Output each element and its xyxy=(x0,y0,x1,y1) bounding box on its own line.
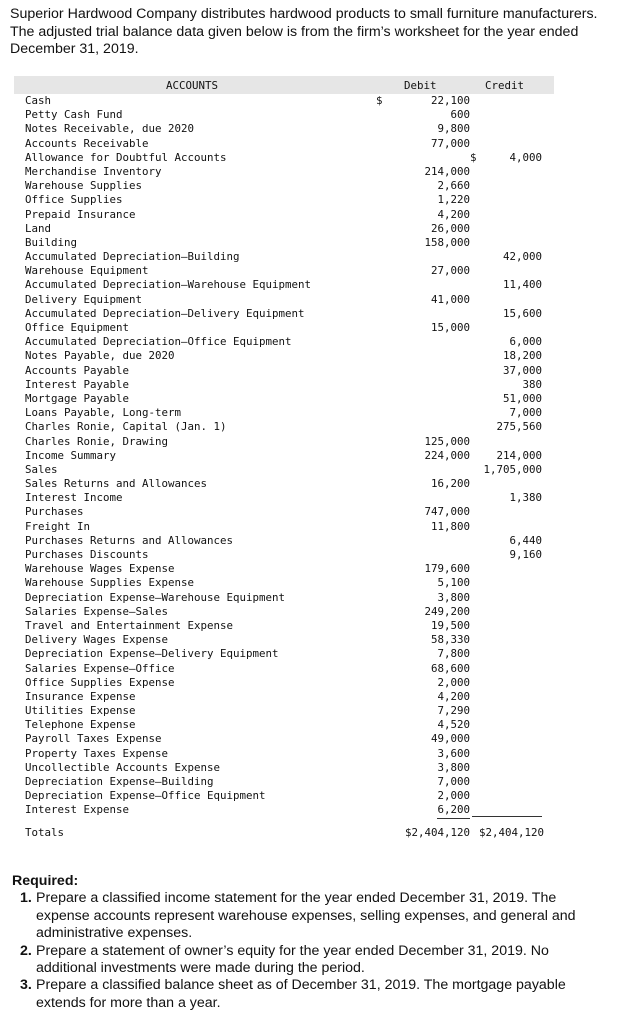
account-name: Interest Expense xyxy=(25,803,130,817)
table-row xyxy=(14,222,554,236)
table-row xyxy=(14,704,554,718)
account-name: Prepaid Insurance xyxy=(25,207,136,221)
account-name: Warehouse Supplies xyxy=(25,179,143,193)
account-name: Property Taxes Expense xyxy=(25,746,169,760)
debit-amount: 5,100 xyxy=(437,576,470,590)
table-row xyxy=(14,747,554,761)
account-name: Warehouse Supplies Expense xyxy=(25,576,195,590)
table-row xyxy=(14,662,554,676)
credit-column-header: Credit xyxy=(485,79,525,92)
account-name: Office Supplies Expense xyxy=(25,675,175,689)
account-name: Telephone Expense xyxy=(25,718,136,732)
debit-amount: 224,000 xyxy=(424,448,470,462)
credit-amount xyxy=(472,803,542,817)
table-row xyxy=(14,591,554,605)
credit-currency-sign: $ xyxy=(470,150,477,164)
table-body xyxy=(14,94,554,818)
table-row xyxy=(14,435,554,449)
table-row xyxy=(14,761,554,775)
debit-amount: 11,800 xyxy=(430,519,470,533)
debit-amount: 1,220 xyxy=(437,193,470,207)
account-name: Sales xyxy=(25,462,58,476)
credit-amount: 4,000 xyxy=(509,150,542,164)
account-name: Notes Receivable, due 2020 xyxy=(25,122,195,136)
account-name: Insurance Expense xyxy=(25,689,136,703)
required-title: Required: xyxy=(12,873,79,889)
debit-amount: 4,200 xyxy=(437,207,470,221)
totals-row xyxy=(14,821,554,845)
table-row xyxy=(14,548,554,562)
required-item-text: Prepare a classified balance sheet as of December 31, 2019. The mortgage payable extends for more than a year. xyxy=(36,977,566,1011)
table-row xyxy=(14,165,554,179)
debit-amount: 41,000 xyxy=(430,292,470,306)
table-row xyxy=(14,108,554,122)
account-name: Office Equipment xyxy=(25,321,130,334)
credit-amount: 18,200 xyxy=(502,349,542,363)
table-row xyxy=(14,321,554,335)
debit-currency-sign: $ xyxy=(376,94,383,107)
debit-amount: 58,330 xyxy=(430,633,470,647)
debit-amount: 7,000 xyxy=(437,775,470,788)
table-row xyxy=(14,676,554,690)
debit-amount: 3,600 xyxy=(437,746,470,760)
table-row xyxy=(14,803,554,817)
account-name: Purchases xyxy=(25,505,84,519)
table-row xyxy=(14,718,554,732)
table-row xyxy=(14,364,554,378)
account-name: Warehouse Equipment xyxy=(25,264,149,278)
required-item-text: Prepare a classified income statement for the year ended December 31, 2019. The expense accounts represent warehouse expenses, selling expenses, and general and administrative expenses. xyxy=(36,890,576,942)
table-row xyxy=(14,491,554,505)
debit-amount: 22,100 xyxy=(430,94,470,107)
accounts-column-header: ACCOUNTS xyxy=(166,79,219,92)
debit-amount: 49,000 xyxy=(430,732,470,746)
debit-amount: 27,000 xyxy=(430,264,470,278)
account-name: Uncollectible Accounts Expense xyxy=(25,760,221,774)
required-item xyxy=(20,942,612,978)
table-row xyxy=(14,505,554,519)
table-row xyxy=(14,278,554,292)
table-row xyxy=(14,463,554,477)
account-name: Accounts Receivable xyxy=(25,136,149,150)
table-header xyxy=(14,76,554,94)
table-row xyxy=(14,690,554,704)
totals-debit: $2,404,120 xyxy=(404,825,470,839)
table-row xyxy=(14,619,554,633)
table-row xyxy=(14,94,554,108)
credit-amount: 1,705,000 xyxy=(483,462,542,476)
debit-amount: 7,290 xyxy=(437,704,470,718)
table-row xyxy=(14,449,554,463)
credit-amount: 9,160 xyxy=(509,548,542,561)
account-name: Warehouse Wages Expense xyxy=(25,562,175,576)
account-name: Depreciation Expense—Delivery Equipment xyxy=(25,647,279,661)
account-name: Salaries Expense—Office xyxy=(25,661,175,675)
credit-amount: 275,560 xyxy=(496,420,542,434)
required-item xyxy=(20,977,612,1012)
debit-amount: 158,000 xyxy=(424,235,470,249)
required-item-text: Prepare a statement of owner’s equity for the year ended December 31, 2019. No additional investments were made during the period. xyxy=(36,942,549,977)
table-row xyxy=(14,775,554,789)
debit-amount: 19,500 xyxy=(430,618,470,632)
debit-amount: 16,200 xyxy=(430,477,470,491)
credit-amount: 42,000 xyxy=(502,250,542,264)
table-row xyxy=(14,576,554,590)
account-name: Depreciation Expense—Building xyxy=(25,775,214,788)
account-name: Depreciation Expense—Warehouse Equipment xyxy=(25,590,286,604)
table-row xyxy=(14,378,554,392)
debit-amount: 9,800 xyxy=(437,122,470,136)
credit-amount: 7,000 xyxy=(509,406,542,420)
account-name: Loans Payable, Long-term xyxy=(25,406,182,420)
debit-amount: 214,000 xyxy=(424,164,470,178)
table-row xyxy=(14,208,554,222)
account-name: Merchandise Inventory xyxy=(25,164,162,178)
account-name: Payroll Taxes Expense xyxy=(25,732,162,746)
credit-amount: 380 xyxy=(522,377,542,391)
debit-amount: 15,000 xyxy=(430,321,470,334)
credit-amount: 11,400 xyxy=(502,278,542,292)
account-name: Building xyxy=(25,235,78,249)
account-name: Allowance for Doubtful Accounts xyxy=(25,150,227,164)
debit-amount: 2,660 xyxy=(437,179,470,193)
table-row xyxy=(14,335,554,349)
account-name: Accumulated Depreciation—Office Equipment xyxy=(25,335,292,349)
debit-amount: 6,200 xyxy=(437,803,470,818)
account-name: Delivery Equipment xyxy=(25,292,143,306)
debit-amount: 2,000 xyxy=(437,789,470,803)
debit-amount: 26,000 xyxy=(430,221,470,235)
table-row xyxy=(14,137,554,151)
totals-credit: $2,404,120 xyxy=(478,825,544,839)
required-section xyxy=(12,873,612,1012)
debit-amount: 2,000 xyxy=(437,675,470,689)
debit-amount: 3,800 xyxy=(437,760,470,774)
table-row xyxy=(14,732,554,746)
table-row xyxy=(14,633,554,647)
account-name: Utilities Expense xyxy=(25,704,136,718)
problem-intro: Superior Hardwood Company distributes hardwood products to small furniture manufacturers. The adjusted trial balance data given below is from the firm’s worksheet for the year ended December 31, 2019. xyxy=(10,6,598,57)
account-name: Land xyxy=(25,221,52,235)
table-row xyxy=(14,789,554,803)
credit-amount: 6,440 xyxy=(509,533,542,547)
table-row xyxy=(14,562,554,576)
debit-amount: 7,800 xyxy=(437,647,470,661)
account-name: Income Summary xyxy=(25,448,117,462)
trial-balance-table xyxy=(14,76,554,845)
debit-column-header: Debit xyxy=(404,79,437,92)
account-name: Delivery Wages Expense xyxy=(25,633,169,647)
table-row xyxy=(14,122,554,136)
account-name: Freight In xyxy=(25,519,91,533)
credit-amount: 6,000 xyxy=(509,335,542,349)
debit-amount: 4,520 xyxy=(437,718,470,732)
table-row xyxy=(14,179,554,193)
account-name: Depreciation Expense—Office Equipment xyxy=(25,789,266,803)
credit-amount: 15,600 xyxy=(502,306,542,320)
account-name: Purchases Returns and Allowances xyxy=(25,533,234,547)
debit-amount: 125,000 xyxy=(424,434,470,448)
debit-amount: 249,200 xyxy=(424,604,470,618)
account-name: Charles Ronie, Drawing xyxy=(25,434,169,448)
debit-amount: 179,600 xyxy=(424,562,470,576)
account-name: Notes Payable, due 2020 xyxy=(25,349,175,363)
account-name: Accumulated Depreciation—Delivery Equipment xyxy=(25,306,305,320)
table-row xyxy=(14,307,554,321)
account-name: Interest Income xyxy=(25,491,123,505)
table-row xyxy=(14,392,554,406)
table-row xyxy=(14,520,554,534)
credit-amount: 214,000 xyxy=(496,448,542,462)
required-item-number: 1. xyxy=(20,890,32,907)
account-name: Petty Cash Fund xyxy=(25,108,123,122)
table-row xyxy=(14,534,554,548)
account-name: Salaries Expense—Sales xyxy=(25,604,169,618)
required-item-number: 3. xyxy=(20,977,32,994)
table-row xyxy=(14,151,554,165)
debit-amount: 600 xyxy=(450,108,470,122)
table-row xyxy=(14,647,554,661)
account-name: Travel and Entertainment Expense xyxy=(25,618,234,632)
required-list xyxy=(12,890,612,1012)
required-item xyxy=(20,890,612,942)
account-name: Purchases Discounts xyxy=(25,548,149,561)
account-name: Office Supplies xyxy=(25,193,123,207)
debit-amount: 68,600 xyxy=(430,661,470,675)
credit-amount: 51,000 xyxy=(502,391,542,405)
account-name: Interest Payable xyxy=(25,377,130,391)
credit-amount: 1,380 xyxy=(509,491,542,505)
account-name: Charles Ronie, Capital (Jan. 1) xyxy=(25,420,227,434)
debit-amount: 4,200 xyxy=(437,689,470,703)
debit-amount: 747,000 xyxy=(424,505,470,519)
debit-amount: 77,000 xyxy=(430,136,470,150)
table-row xyxy=(14,605,554,619)
table-row xyxy=(14,264,554,278)
account-name: Accounts Payable xyxy=(25,363,130,377)
table-row xyxy=(14,236,554,250)
account-name: Sales Returns and Allowances xyxy=(25,477,208,491)
table-row xyxy=(14,477,554,491)
account-name: Mortgage Payable xyxy=(25,391,130,405)
required-item-number: 2. xyxy=(20,942,32,959)
table-row xyxy=(14,193,554,207)
table-row xyxy=(14,406,554,420)
table-row xyxy=(14,293,554,307)
credit-amount: 37,000 xyxy=(502,363,542,377)
debit-amount: 3,800 xyxy=(437,590,470,604)
table-row xyxy=(14,349,554,363)
account-name: Cash xyxy=(25,94,52,107)
table-row xyxy=(14,250,554,264)
account-name: Accumulated Depreciation—Building xyxy=(25,250,240,264)
table-row xyxy=(14,420,554,434)
account-name: Accumulated Depreciation—Warehouse Equipment xyxy=(25,278,312,292)
totals-label: Totals xyxy=(25,825,65,839)
